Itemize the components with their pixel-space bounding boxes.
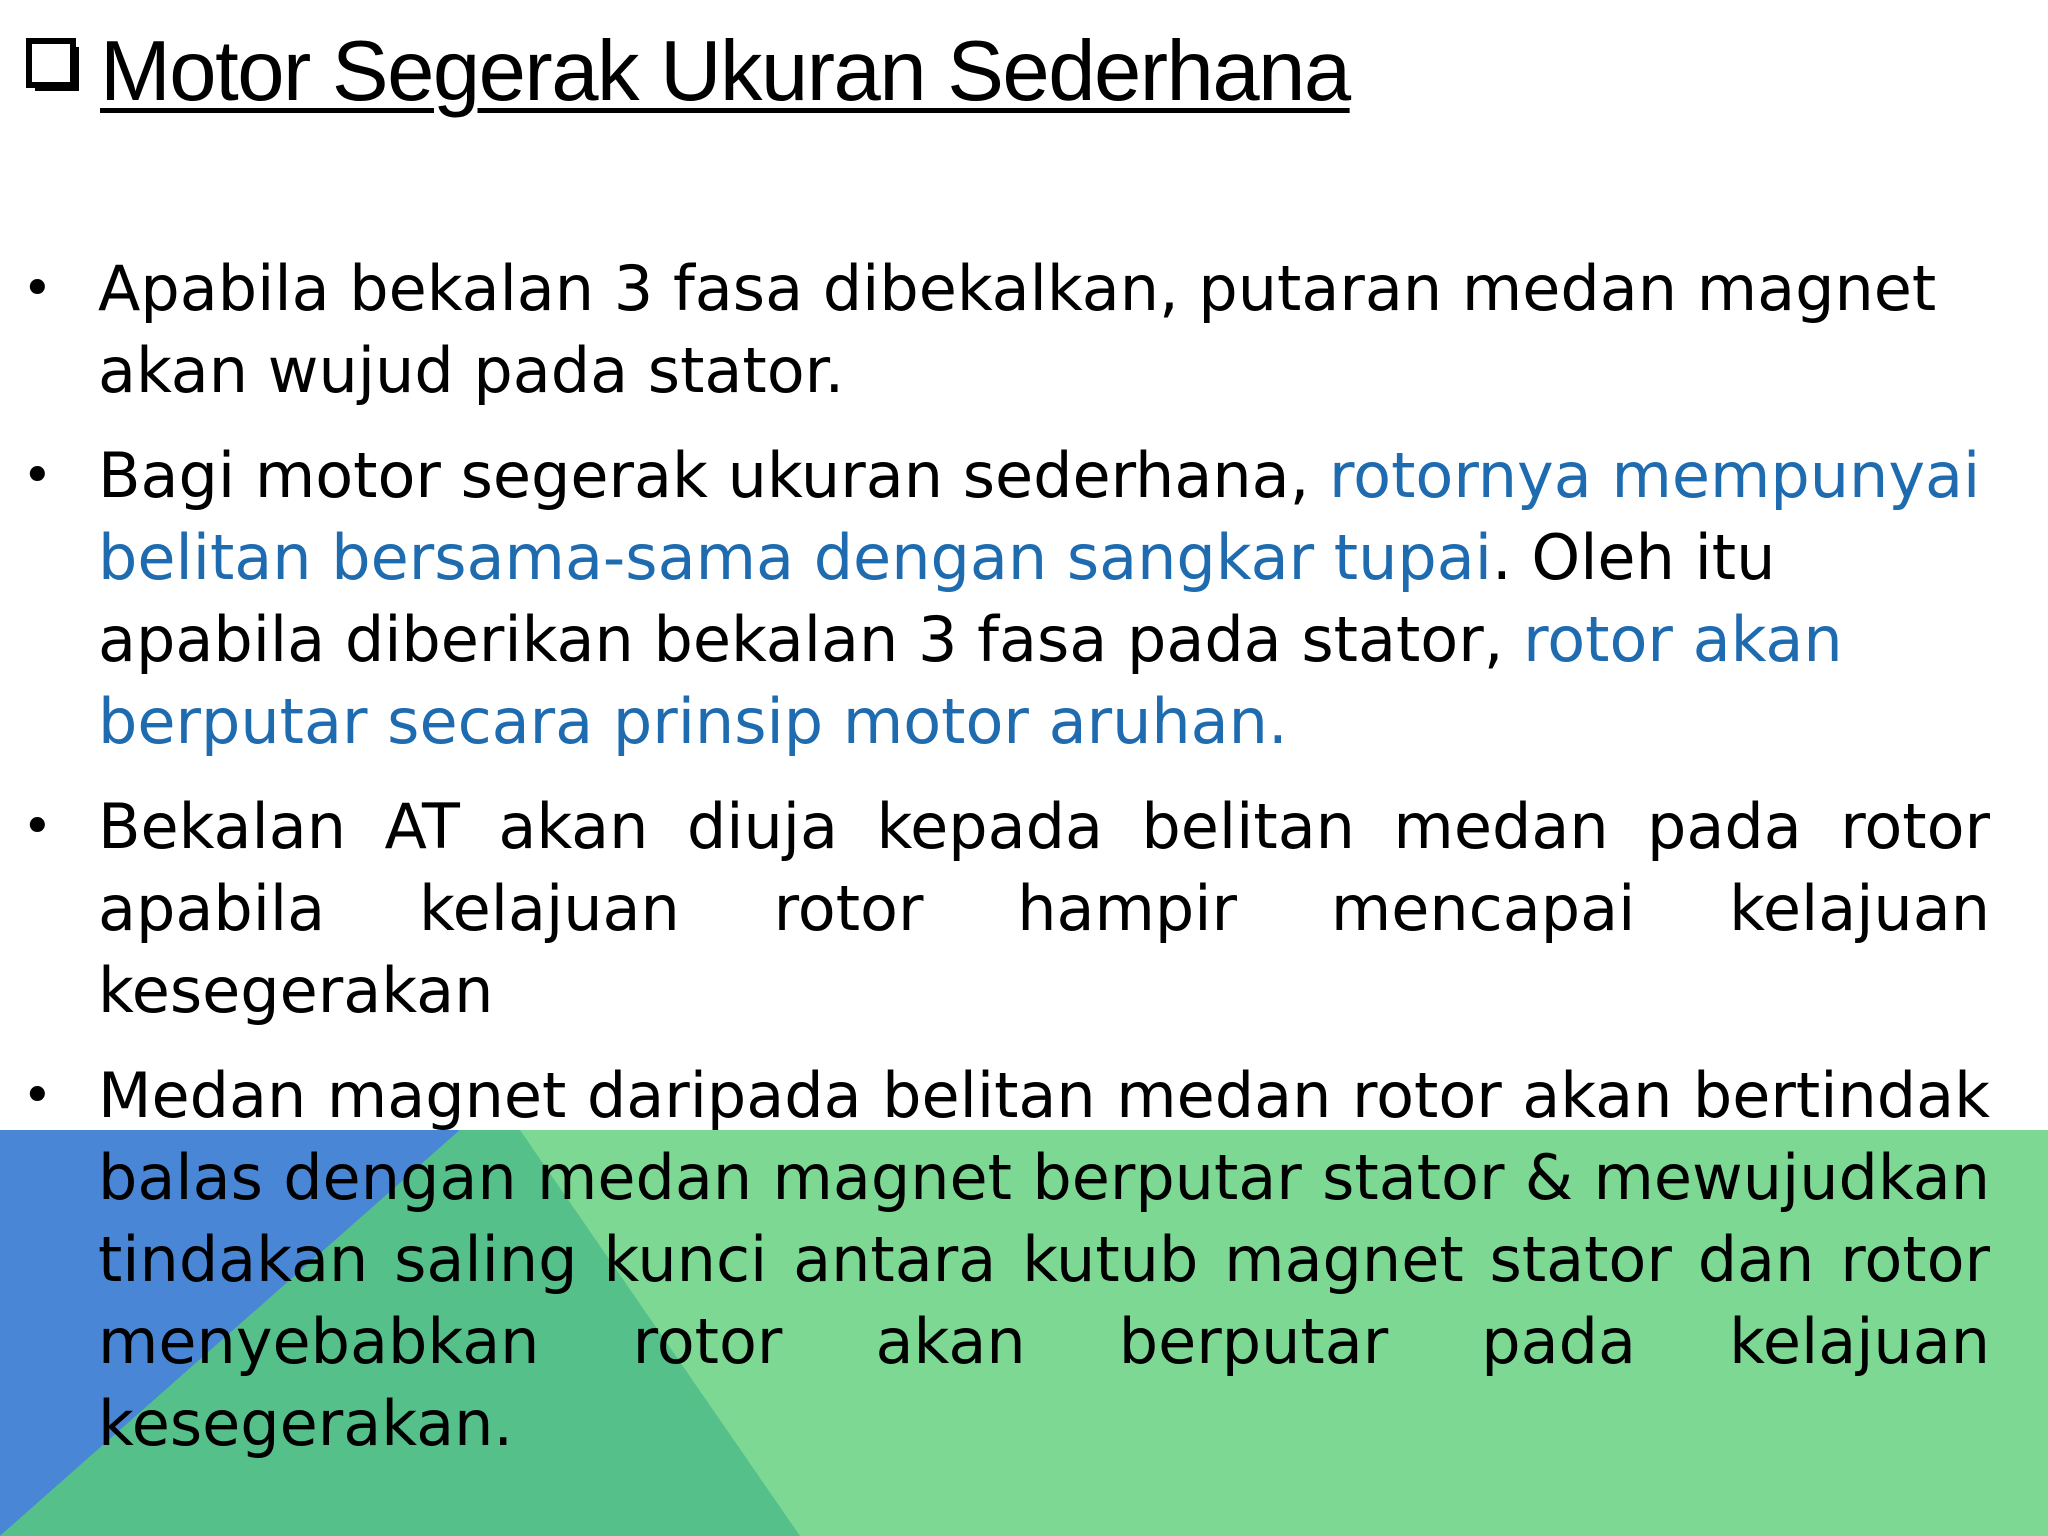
- bullet-item-1: [0, 248, 1990, 412]
- bullet-text: Bekalan AT akan diuja kepada belitan medan pada rotor apabila kelajuan rotor hampir mencapai kelajuan kesegerakan: [98, 790, 1990, 1027]
- bullet-text-part: . Oleh itu apabila diberikan bekalan 3 fasa pada stator,: [98, 521, 1776, 676]
- bullet-marker: •: [22, 1066, 53, 1126]
- bullet-item-2: [0, 435, 1990, 763]
- bullet-text: Medan magnet daripada belitan medan rotor akan bertindak balas dengan medan magnet berputar stator & mewujudkan tindakan saling kunci antara kutub magnet stator dan rotor menyebabkan rotor akan berputar pada kelajuan kesegerakan.: [98, 1059, 1990, 1460]
- highlighted-text: rotornya mempunyai belitan bersama-sama dengan sangkar tupai: [98, 439, 1981, 594]
- slide-title: [26, 22, 1350, 122]
- highlighted-text: rotor akan berputar secara prinsip motor aruhan.: [98, 603, 1843, 758]
- slide-title-text: Motor Segerak Ukuran Sederhana: [100, 24, 1350, 119]
- bullet-text: Apabila bekalan 3 fasa dibekalkan, putaran medan magnet akan wujud pada stator.: [98, 252, 1937, 407]
- bullet-marker: •: [22, 797, 53, 857]
- bullet-item-3: [0, 786, 1990, 1032]
- bullet-text-part: Bagi motor segerak ukuran sederhana,: [98, 439, 1330, 512]
- checkbox-icon: [26, 38, 82, 94]
- bullet-list: [0, 248, 2048, 1488]
- bullet-marker: •: [22, 259, 53, 319]
- bullet-marker: •: [22, 446, 53, 506]
- bullet-item-4: [0, 1055, 1990, 1465]
